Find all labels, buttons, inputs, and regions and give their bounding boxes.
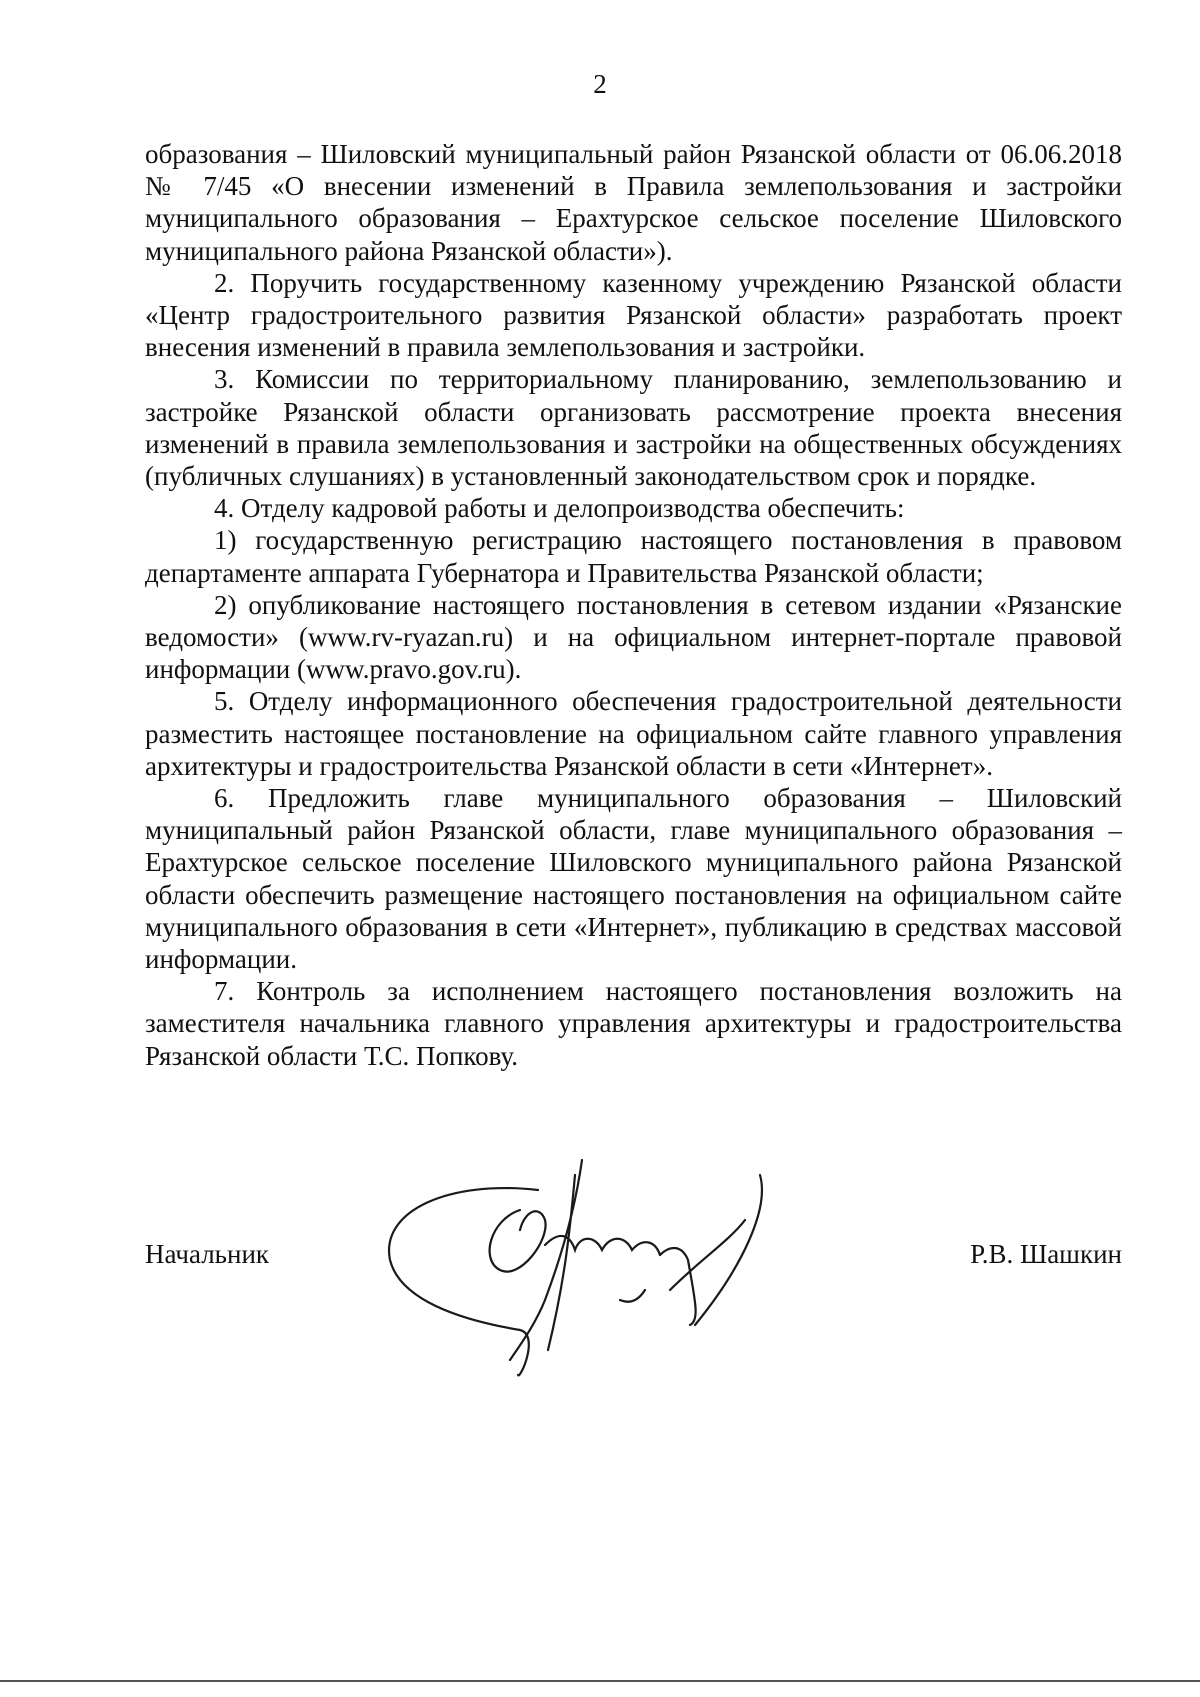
paragraph-continuation: образования – Шиловский муниципальный район Рязанской области от 06.06.2018 № 7/45 «О внесении изменений в Правила землепользования и застройки муниципального образования – Ерахтурское сельское поселение Шиловского муниципального района Рязанской области»).: [145, 139, 1122, 266]
signature-block: [145, 1238, 1122, 1278]
paragraph-item-7: 7. Контроль за исполнением настоящего постановления возложить на заместителя начальника главного управления архитектуры и градостроительства Рязанской области Т.С. Попкову.: [145, 976, 1122, 1071]
paragraph-item-3: 3. Комиссии по территориальному планированию, землепользованию и застройке Рязанской области организовать рассмотрение проекта внесения изменений в правила землепользования и застройки на общественных обсуждениях (публичных слушаниях) в установленный законодательством срок и порядке.: [145, 364, 1122, 492]
paragraph-item-6: 6. Предложить главе муниципального образования – Шиловский муниципальный район Рязанской области, главе муниципального образования – Ерахтурское сельское поселение Шиловского муниципального района Рязанской области обеспечить размещение настоящего постановления на официальном сайте муниципального образования в сети «Интернет», публикацию в средствах массовой информации.: [145, 783, 1122, 975]
page-number: 2: [593, 69, 607, 99]
paragraph-item-5: 5. Отделу информационного обеспечения градостроительной деятельности разместить настоящее постановление на официальном сайте главного управления архитектуры и градостроительства Рязанской области в сети «Интернет».: [145, 686, 1122, 781]
paragraph-item-4: 4. Отделу кадровой работы и делопроизводства обеспечить:: [214, 493, 905, 524]
paragraph-item-2: 2. Поручить государственному казенному учреждению Рязанской области «Центр градостроительного развития Рязанской области» разработать проект внесения изменений в правила землепользования и застройки.: [145, 267, 1122, 363]
paragraph-subitem-2: 2) опубликование настоящего постановления в сетевом издании «Рязанские ведомости» (www.rv-ryazan.ru) и на официальном интернет-портале правовой информации (www.pravo.gov.ru).: [145, 589, 1122, 685]
paragraph-subitem-1: 1) государственную регистрацию настоящего постановления в правовом департаменте аппарата Губернатора и Правительства Рязанской области;: [145, 525, 1122, 588]
document-body: [145, 138, 1122, 1072]
signatory-name: Р.В. Шашкин: [970, 1239, 1122, 1269]
signatory-role: Начальник: [145, 1239, 270, 1269]
bottom-divider: [0, 1680, 1200, 1682]
